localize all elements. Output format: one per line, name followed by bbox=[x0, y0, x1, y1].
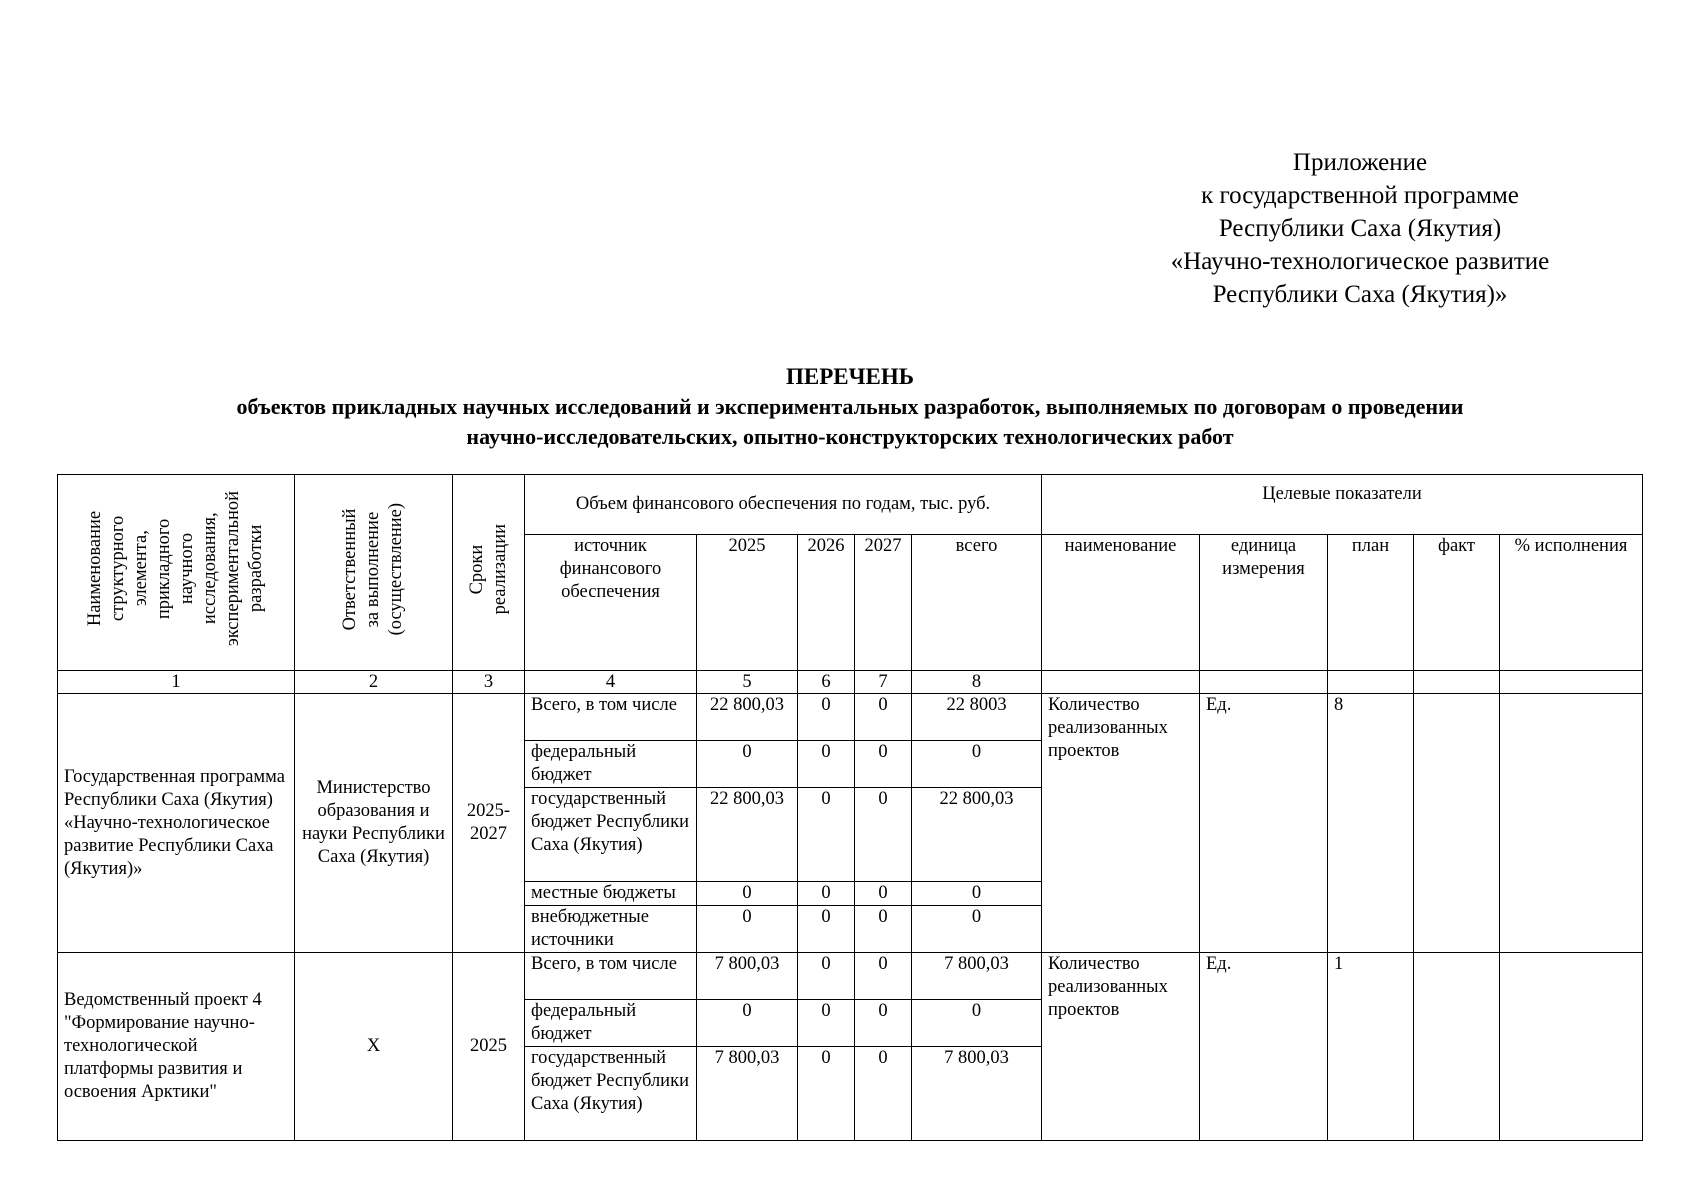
value-2025: 0 bbox=[697, 882, 798, 906]
header-plan: план bbox=[1328, 535, 1414, 671]
header-unit: единица измерения bbox=[1200, 535, 1328, 671]
funding-source: государственный бюджет Республики Саха (Якутия) bbox=[525, 788, 697, 882]
value-2026: 0 bbox=[798, 788, 855, 882]
value-total: 7 800,03 bbox=[912, 953, 1042, 1000]
project-responsible: X bbox=[295, 953, 453, 1141]
appendix-line: Республики Саха (Якутия) bbox=[1218, 215, 1502, 242]
header-fact: факт bbox=[1414, 535, 1500, 671]
funding-source: федеральный бюджет bbox=[525, 741, 697, 788]
appendix-line: Республики Саха (Якутия)» bbox=[1212, 281, 1508, 308]
title-line: объектов прикладных научных исследований и экспериментальных разработок, выполняемых по договорам о проведении bbox=[236, 394, 1464, 419]
funding-source: внебюджетные источники bbox=[525, 906, 697, 953]
value-total: 0 bbox=[912, 906, 1042, 953]
indicator-fact bbox=[1414, 953, 1500, 1141]
value-2027: 0 bbox=[855, 882, 912, 906]
indicator-name: Количество реализованных проектов bbox=[1042, 953, 1200, 1141]
header-responsible: Ответственный за выполнение (осуществление) bbox=[295, 475, 453, 671]
value-total: 22 8003 bbox=[912, 694, 1042, 741]
table-row bbox=[58, 694, 1643, 741]
funding-source: Всего, в том числе bbox=[525, 694, 697, 741]
table-row bbox=[58, 953, 1643, 1000]
funding-table bbox=[57, 474, 1643, 1141]
value-2026: 0 bbox=[798, 1047, 855, 1141]
value-total: 22 800,03 bbox=[912, 788, 1042, 882]
project-name: Ведомственный проект 4 "Формирование научно-технологической платформы развития и освоения Арктики" bbox=[58, 953, 295, 1141]
column-number: 2 bbox=[295, 671, 453, 694]
header-name: Наименование структурного элемента, прикладного научного исследования, экспериментальной разработки bbox=[58, 475, 295, 671]
column-number: 3 bbox=[453, 671, 525, 694]
value-2025: 22 800,03 bbox=[697, 788, 798, 882]
value-total: 0 bbox=[912, 1000, 1042, 1047]
indicator-name: Количество реализованных проектов bbox=[1042, 694, 1200, 953]
column-number: 4 bbox=[525, 671, 697, 694]
column-number: 1 bbox=[58, 671, 295, 694]
header-2025: 2025 bbox=[697, 535, 798, 671]
funding-source: государственный бюджет Республики Саха (Якутия) bbox=[525, 1047, 697, 1141]
column-number: 5 bbox=[697, 671, 798, 694]
value-2027: 0 bbox=[855, 741, 912, 788]
value-2027: 0 bbox=[855, 953, 912, 1000]
indicator-unit: Ед. bbox=[1200, 694, 1328, 953]
value-total: 0 bbox=[912, 741, 1042, 788]
value-2026: 0 bbox=[798, 1000, 855, 1047]
header-targets-group: Целевые показатели bbox=[1042, 475, 1643, 535]
value-2027: 0 bbox=[855, 788, 912, 882]
value-2025: 7 800,03 bbox=[697, 1047, 798, 1141]
program-name: Государственная программа Республики Саха (Якутия) «Научно-технологическое развитие Республики Саха (Якутия)» bbox=[58, 694, 295, 953]
value-total: 0 bbox=[912, 882, 1042, 906]
indicator-unit: Ед. bbox=[1200, 953, 1328, 1141]
value-2025: 22 800,03 bbox=[697, 694, 798, 741]
value-2025: 0 bbox=[697, 1000, 798, 1047]
indicator-percent bbox=[1500, 953, 1643, 1141]
header-percent: % исполнения bbox=[1500, 535, 1643, 671]
program-term: 2025-2027 bbox=[453, 694, 525, 953]
program-responsible: Министерство образования и науки Республики Саха (Якутия) bbox=[295, 694, 453, 953]
appendix-note bbox=[1100, 146, 1620, 311]
value-2026: 0 bbox=[798, 741, 855, 788]
header-2026: 2026 bbox=[798, 535, 855, 671]
header-source: источник финансового обеспечения bbox=[525, 535, 697, 671]
document-title bbox=[60, 362, 1640, 452]
header-funding-group: Объем финансового обеспечения по годам, тыс. руб. bbox=[525, 475, 1042, 535]
appendix-line: Приложение bbox=[1292, 149, 1428, 176]
project-term: 2025 bbox=[453, 953, 525, 1141]
indicator-fact bbox=[1414, 694, 1500, 953]
title-heading: ПЕРЕЧЕНЬ bbox=[786, 364, 914, 389]
indicator-plan: 1 bbox=[1328, 953, 1414, 1141]
value-total: 7 800,03 bbox=[912, 1047, 1042, 1141]
column-number: 6 bbox=[798, 671, 855, 694]
indicator-percent bbox=[1500, 694, 1643, 953]
value-2027: 0 bbox=[855, 1047, 912, 1141]
value-2026: 0 bbox=[798, 882, 855, 906]
value-2026: 0 bbox=[798, 906, 855, 953]
column-number: 7 bbox=[855, 671, 912, 694]
appendix-line: к государственной программе bbox=[1201, 182, 1519, 209]
value-2025: 0 bbox=[697, 741, 798, 788]
appendix-line: «Научно-технологическое развитие bbox=[1170, 248, 1550, 275]
header-row-1 bbox=[58, 475, 1643, 535]
header-indicator-name: наименование bbox=[1042, 535, 1200, 671]
value-2026: 0 bbox=[798, 953, 855, 1000]
header-term: Сроки реализации bbox=[453, 475, 525, 671]
column-number: 8 bbox=[912, 671, 1042, 694]
value-2025: 7 800,03 bbox=[697, 953, 798, 1000]
column-numbers-row bbox=[58, 671, 1643, 694]
value-2027: 0 bbox=[855, 694, 912, 741]
indicator-plan: 8 bbox=[1328, 694, 1414, 953]
value-2027: 0 bbox=[855, 1000, 912, 1047]
funding-source: местные бюджеты bbox=[525, 882, 697, 906]
title-line: научно-исследовательских, опытно-конструкторских технологических работ bbox=[466, 424, 1234, 449]
funding-source: Всего, в том числе bbox=[525, 953, 697, 1000]
value-2027: 0 bbox=[855, 906, 912, 953]
header-2027: 2027 bbox=[855, 535, 912, 671]
header-total: всего bbox=[912, 535, 1042, 671]
value-2026: 0 bbox=[798, 694, 855, 741]
value-2025: 0 bbox=[697, 906, 798, 953]
funding-source: федеральный бюджет bbox=[525, 1000, 697, 1047]
